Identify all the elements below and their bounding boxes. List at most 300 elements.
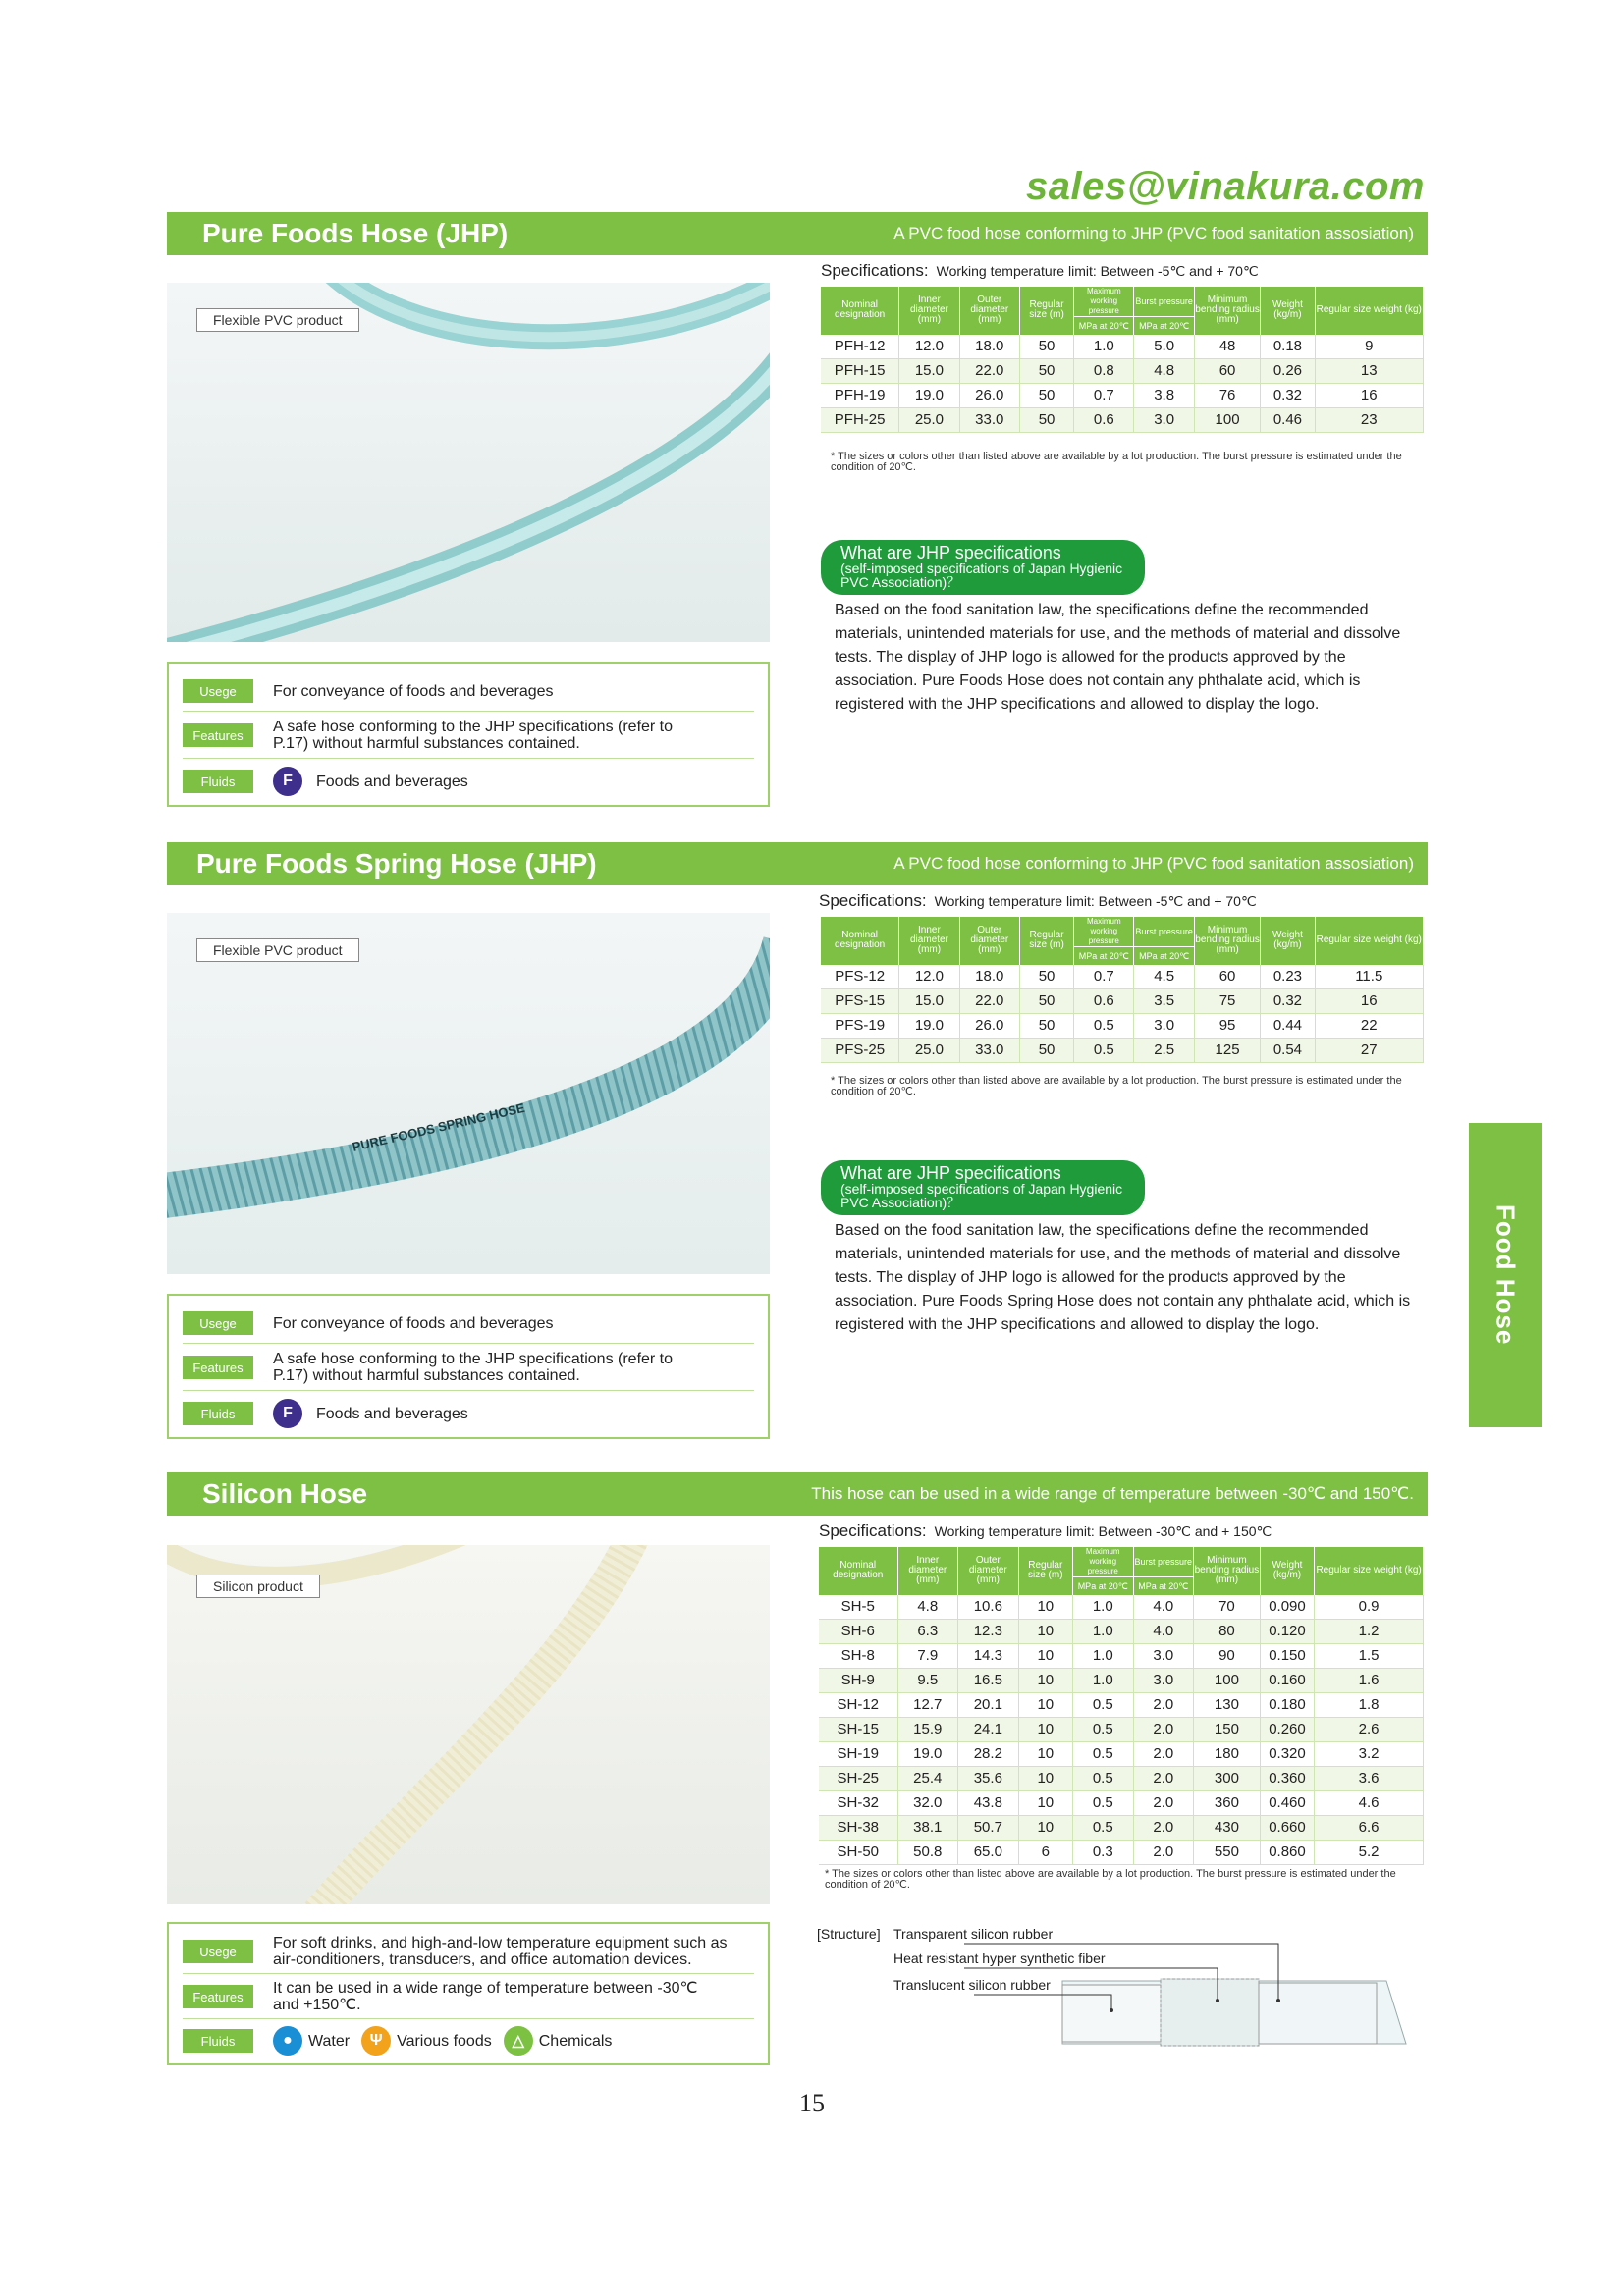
table-cell: 16 [1315, 383, 1423, 407]
col-max-working: Maximum working pressure [1072, 1547, 1133, 1577]
table-row [821, 965, 1424, 989]
table-cell: 0.26 [1261, 358, 1315, 383]
table-cell: 0.5 [1072, 1692, 1133, 1717]
table-cell: 9.5 [897, 1668, 958, 1692]
table-cell: 3.8 [1134, 383, 1194, 407]
table-cell: 9 [1315, 335, 1423, 359]
features-label: Features [183, 723, 253, 747]
table-cell: 50 [1019, 1013, 1073, 1038]
table-cell: 0.460 [1260, 1790, 1314, 1815]
section-pure-foods-spring-hose [167, 842, 1428, 1441]
table-cell: 2.0 [1133, 1840, 1194, 1864]
col-inner: Inner diameter (mm) [897, 1547, 958, 1595]
table-cell: 2.0 [1133, 1766, 1194, 1790]
table-cell: 48 [1194, 335, 1260, 359]
table-row [819, 1766, 1424, 1790]
jhp-title: What are JHP specifications [840, 1163, 1061, 1183]
col-regular: Regular size (m) [1018, 1547, 1072, 1595]
table-cell: 0.160 [1260, 1668, 1314, 1692]
table-cell: PFH-12 [821, 335, 899, 359]
table-cell: 3.0 [1134, 1013, 1194, 1038]
usage-text: For conveyance of foods and beverages [273, 1314, 554, 1332]
table-cell: 22.0 [959, 988, 1019, 1013]
table-cell: 43.8 [958, 1790, 1019, 1815]
table-row [821, 358, 1424, 383]
table-cell: 0.23 [1261, 965, 1315, 989]
table-cell: 19.0 [899, 383, 959, 407]
table-cell: 12.7 [897, 1692, 958, 1717]
table-cell: 3.0 [1134, 407, 1194, 432]
table-cell: 0.150 [1260, 1643, 1314, 1668]
table-cell: 16 [1315, 988, 1423, 1013]
hose-illustration [167, 283, 770, 642]
table-cell: 5.0 [1134, 335, 1194, 359]
table-cell: 70 [1194, 1595, 1261, 1620]
table-cell: 430 [1194, 1815, 1261, 1840]
contact-email[interactable]: sales@vinakura.com [1026, 165, 1425, 208]
product-photo [167, 283, 770, 642]
fluids-text: Foods and beverages [316, 1405, 468, 1422]
features-label: Features [183, 1985, 253, 2008]
table-cell: 33.0 [959, 407, 1019, 432]
table-cell: 2.5 [1134, 1038, 1194, 1062]
flask-icon: △ [504, 2026, 533, 2056]
table-cell: 27 [1315, 1038, 1423, 1062]
table-row [821, 1038, 1424, 1062]
table-cell: PFH-25 [821, 407, 899, 432]
table-cell: 1.0 [1072, 1668, 1133, 1692]
col-inner: Inner diameter (mm) [899, 917, 959, 965]
table-row [819, 1840, 1424, 1864]
col-nominal: Nominal designation [819, 1547, 897, 1595]
section-header-bar [167, 1472, 1428, 1516]
product-type-tag: Silicon product [196, 1575, 320, 1598]
table-cell: 0.120 [1260, 1619, 1314, 1643]
table-cell: 32.0 [897, 1790, 958, 1815]
table-cell: 60 [1194, 965, 1260, 989]
table-row [819, 1741, 1424, 1766]
spec-table [821, 917, 1424, 1063]
table-row [821, 988, 1424, 1013]
fluid-water: Water [308, 2032, 351, 2050]
table-cell: PFH-19 [821, 383, 899, 407]
usage-text: For soft drinks, and high-and-low temperature equipment such as air-conditioners, transducers, and office automation devices. [273, 1935, 728, 1968]
col-burst: Burst pressure [1133, 1547, 1194, 1577]
table-cell: 10 [1018, 1643, 1072, 1668]
table-cell: 130 [1194, 1692, 1261, 1717]
product-photo [167, 1545, 770, 1904]
table-cell: 4.8 [897, 1595, 958, 1620]
table-row [819, 1717, 1424, 1741]
table-row [819, 1619, 1424, 1643]
table-cell: SH-5 [819, 1595, 897, 1620]
section-title: Pure Foods Hose (JHP) [202, 218, 509, 248]
table-cell: 18.0 [959, 335, 1019, 359]
table-cell: SH-9 [819, 1668, 897, 1692]
table-cell: 19.0 [899, 1013, 959, 1038]
structure-layer-outer: Transparent silicon rubber [893, 1926, 1054, 1942]
usage-label: Usege [183, 1940, 253, 1963]
table-cell: 50 [1019, 965, 1073, 989]
table-cell: 0.860 [1260, 1840, 1314, 1864]
table-cell: 0.5 [1074, 1013, 1134, 1038]
table-cell: PFS-25 [821, 1038, 899, 1062]
table-cell: 100 [1194, 407, 1260, 432]
table-cell: 25.0 [899, 407, 959, 432]
features-text: A safe hose conforming to the JHP specifications (refer to P.17) without harmful substances contained. [273, 1351, 674, 1384]
table-cell: 2.0 [1133, 1717, 1194, 1741]
table-cell: 50 [1019, 407, 1073, 432]
table-cell: 3.0 [1133, 1668, 1194, 1692]
col-inner: Inner diameter (mm) [899, 287, 959, 335]
table-cell: 28.2 [958, 1741, 1019, 1766]
col-mpa-2: MPa at 20℃ [1133, 1577, 1194, 1595]
usage-row [183, 671, 754, 712]
table-cell: 0.660 [1260, 1815, 1314, 1840]
col-mpa-2: MPa at 20℃ [1134, 317, 1194, 335]
table-cell: 0.8 [1074, 358, 1134, 383]
usage-text: For conveyance of foods and beverages [273, 682, 554, 700]
col-mpa-1: MPa at 20℃ [1072, 1577, 1133, 1595]
table-cell: 0.44 [1261, 1013, 1315, 1038]
jhp-description: Based on the food sanitation law, the specifications define the recommended materials, unintended materials for use, and the methods of material and dissolve tests. The display of JHP logo is allowed for the products approved by the association. Pure Foods Hose does not contain any phthalate acid, which is registered with the JHP specifications and allowed to display the logo. [835, 602, 1401, 713]
table-cell: 3.5 [1134, 988, 1194, 1013]
table-cell: 125 [1194, 1038, 1260, 1062]
table-cell: 75 [1194, 988, 1260, 1013]
table-cell: 4.5 [1134, 965, 1194, 989]
features-text: A safe hose conforming to the JHP specifications (refer to P.17) without harmful substances contained. [273, 719, 674, 752]
table-cell: 38.1 [897, 1815, 958, 1840]
table-cell: 0.32 [1261, 383, 1315, 407]
section-title: Silicon Hose [202, 1478, 368, 1509]
table-cell: 24.1 [958, 1717, 1019, 1741]
hose-print-text: PURE FOODS SPRING HOSE [351, 1099, 526, 1154]
silicon-hose-illustration [167, 1545, 770, 1904]
table-cell: 22 [1315, 1013, 1423, 1038]
table-cell: 1.6 [1315, 1668, 1424, 1692]
structure-layer-fiber: Heat resistant hyper synthetic fiber [893, 1950, 1106, 1966]
table-cell: 0.32 [1261, 988, 1315, 1013]
table-cell: 15.9 [897, 1717, 958, 1741]
table-cell: 6 [1018, 1840, 1072, 1864]
table-cell: 95 [1194, 1013, 1260, 1038]
fluids-label: Fluids [183, 1402, 253, 1425]
table-cell: 0.360 [1260, 1766, 1314, 1790]
structure-layer-inner: Translucent silicon rubber [893, 1977, 1051, 1993]
fluids-row [183, 760, 754, 803]
table-cell: 0.18 [1261, 335, 1315, 359]
table-cell: 90 [1194, 1643, 1261, 1668]
info-box [167, 662, 770, 807]
page-number: 15 [799, 2089, 825, 2117]
table-row [819, 1790, 1424, 1815]
section-header-bar [167, 212, 1428, 255]
fluid-chemicals: Chemicals [538, 2032, 613, 2050]
table-cell: 11.5 [1315, 965, 1423, 989]
table-cell: 300 [1194, 1766, 1261, 1790]
table-cell: 10 [1018, 1717, 1072, 1741]
table-cell: 0.54 [1261, 1038, 1315, 1062]
table-note: * The sizes or colors other than listed above are available by a lot production. The burst pressure is estimated under the condition of 20℃. [825, 1868, 1396, 1891]
table-cell: 10 [1018, 1766, 1072, 1790]
table-cell: 23 [1315, 407, 1423, 432]
table-cell: 3.6 [1315, 1766, 1424, 1790]
table-cell: SH-50 [819, 1840, 897, 1864]
table-cell: 20.1 [958, 1692, 1019, 1717]
table-cell: 12.0 [899, 965, 959, 989]
table-cell: 0.9 [1315, 1595, 1424, 1620]
table-cell: 2.0 [1133, 1692, 1194, 1717]
usage-label: Usege [183, 679, 253, 703]
col-mpa-1: MPa at 20℃ [1074, 317, 1134, 335]
table-cell: 1.0 [1072, 1619, 1133, 1643]
table-cell: 50.8 [897, 1840, 958, 1864]
table-note: * The sizes or colors other than listed above are available by a lot production. The burst pressure is estimated under the condition of 20℃. [831, 1075, 1402, 1097]
table-cell: 0.180 [1260, 1692, 1314, 1717]
table-cell: 180 [1194, 1741, 1261, 1766]
col-max-working: Maximum working pressure [1074, 287, 1134, 317]
table-cell: 360 [1194, 1790, 1261, 1815]
table-cell: 0.5 [1072, 1815, 1133, 1840]
col-reg-weight: Regular size weight (kg) [1315, 287, 1423, 335]
water-drop-icon: ● [273, 2026, 302, 2056]
table-cell: 50 [1019, 1038, 1073, 1062]
col-mpa-2: MPa at 20℃ [1134, 947, 1194, 965]
col-regular: Regular size (m) [1019, 917, 1073, 965]
col-regular: Regular size (m) [1019, 287, 1073, 335]
jhp-title: What are JHP specifications [840, 543, 1061, 562]
table-cell: 1.0 [1072, 1643, 1133, 1668]
features-row [183, 1345, 754, 1391]
table-cell: 50 [1019, 988, 1073, 1013]
info-box [167, 1922, 770, 2065]
col-reg-weight: Regular size weight (kg) [1315, 1547, 1424, 1595]
table-cell: 12.0 [899, 335, 959, 359]
table-cell: 2.0 [1133, 1790, 1194, 1815]
section-subtitle: This hose can be used in a wide range of temperature between -30℃ and 150℃. [811, 1484, 1414, 1503]
col-outer: Outer diameter (mm) [958, 1547, 1019, 1595]
table-cell: 6.3 [897, 1619, 958, 1643]
table-row [821, 1013, 1424, 1038]
table-cell: 0.090 [1260, 1595, 1314, 1620]
table-cell: 13 [1315, 358, 1423, 383]
table-cell: 25.4 [897, 1766, 958, 1790]
table-cell: 50 [1019, 358, 1073, 383]
table-row [819, 1643, 1424, 1668]
temp-limit: Working temperature limit: Between -30℃ and + 150℃ [934, 1523, 1272, 1539]
table-cell: PFH-15 [821, 358, 899, 383]
table-row [821, 407, 1424, 432]
spec-table [821, 287, 1424, 433]
table-cell: 7.9 [897, 1643, 958, 1668]
fluids-text: Foods and beverages [316, 773, 468, 790]
table-cell: 14.3 [958, 1643, 1019, 1668]
table-cell: 65.0 [958, 1840, 1019, 1864]
table-cell: 1.2 [1315, 1619, 1424, 1643]
table-cell: 18.0 [959, 965, 1019, 989]
features-row [183, 713, 754, 759]
jhp-subtitle: (self-imposed specifications of Japan Hygienic PVC Association)？ [840, 1181, 1123, 1210]
table-cell: 33.0 [959, 1038, 1019, 1062]
table-cell: 26.0 [959, 1013, 1019, 1038]
fluid-foods: Various foods [397, 2032, 492, 2050]
structure-diagram [817, 1922, 1426, 2059]
fluids-row [183, 1392, 754, 1435]
table-row [819, 1668, 1424, 1692]
table-cell: 15.0 [899, 988, 959, 1013]
jhp-pill [821, 540, 1145, 595]
product-photo [167, 913, 770, 1274]
table-cell: 35.6 [958, 1766, 1019, 1790]
table-cell: 6.6 [1315, 1815, 1424, 1840]
table-cell: SH-8 [819, 1643, 897, 1668]
table-cell: 12.3 [958, 1619, 1019, 1643]
table-cell: SH-6 [819, 1619, 897, 1643]
fluids-label: Fluids [183, 770, 253, 793]
table-cell: 0.5 [1074, 1038, 1134, 1062]
table-cell: 0.6 [1074, 407, 1134, 432]
table-cell: 4.0 [1133, 1619, 1194, 1643]
specs-heading: Specifications: Working temperature limit: Between -30℃ and + 150℃ [819, 1522, 1272, 1540]
temp-limit: Working temperature limit: Between -5℃ and + 70℃ [934, 893, 1257, 909]
table-cell: 0.5 [1072, 1766, 1133, 1790]
table-row [819, 1595, 1424, 1620]
table-cell: 10.6 [958, 1595, 1019, 1620]
side-tab-label: Food Hose [1490, 1204, 1521, 1346]
col-bending: Minimum bending radius (mm) [1194, 917, 1260, 965]
col-burst: Burst pressure [1134, 917, 1194, 947]
table-cell: 10 [1018, 1619, 1072, 1643]
col-outer: Outer diameter (mm) [959, 917, 1019, 965]
table-cell: 2.6 [1315, 1717, 1424, 1741]
col-bending: Minimum bending radius (mm) [1194, 287, 1260, 335]
jhp-description: Based on the food sanitation law, the specifications define the recommended materials, unintended materials for use, and the methods of material and dissolve tests. The display of JHP logo is allowed for the products approved by the association. Pure Foods Spring Hose does not contain any phthalate acid, which is registered with the JHP specifications and allowed to display the logo. [835, 1222, 1411, 1333]
table-cell: SH-38 [819, 1815, 897, 1840]
table-cell: PFS-19 [821, 1013, 899, 1038]
table-cell: 1.0 [1072, 1595, 1133, 1620]
section-pure-foods-hose [167, 212, 1428, 811]
col-max-working: Maximum working pressure [1074, 917, 1134, 947]
table-cell: 0.5 [1072, 1790, 1133, 1815]
col-reg-weight: Regular size weight (kg) [1315, 917, 1423, 965]
table-cell: SH-15 [819, 1717, 897, 1741]
features-row [183, 1975, 754, 2019]
table-cell: 19.0 [897, 1741, 958, 1766]
col-weight: Weight (kg/m) [1261, 917, 1315, 965]
food-icon: F [273, 1399, 302, 1428]
jhp-pill [821, 1160, 1145, 1215]
features-text: It can be used in a wide range of temperature between -30℃ and +150℃. [273, 1980, 698, 2013]
section-subtitle: A PVC food hose conforming to JHP (PVC food sanitation assosiation) [893, 854, 1414, 873]
side-category-tab[interactable] [1469, 1123, 1542, 1427]
jhp-subtitle: (self-imposed specifications of Japan Hygienic PVC Association)？ [840, 561, 1123, 590]
table-cell: 22.0 [959, 358, 1019, 383]
section-title: Pure Foods Spring Hose (JHP) [196, 848, 597, 879]
col-bending: Minimum bending radius (mm) [1194, 1547, 1261, 1595]
spring-hose-illustration [167, 913, 770, 1274]
table-cell: 550 [1194, 1840, 1261, 1864]
structure-label: [Structure] [817, 1926, 881, 1942]
table-cell: 26.0 [959, 383, 1019, 407]
fork-spoon-icon: Ψ [361, 2026, 391, 2056]
table-row [821, 335, 1424, 359]
table-cell: 10 [1018, 1668, 1072, 1692]
table-cell: 3.0 [1133, 1643, 1194, 1668]
table-cell: 76 [1194, 383, 1260, 407]
table-cell: 4.6 [1315, 1790, 1424, 1815]
table-cell: 1.8 [1315, 1692, 1424, 1717]
fluids-row [183, 2020, 754, 2061]
table-note: * The sizes or colors other than listed above are available by a lot production. The burst pressure is estimated under the condition of 20℃. [831, 451, 1402, 473]
table-cell: 50 [1019, 383, 1073, 407]
table-cell: SH-12 [819, 1692, 897, 1717]
specs-heading: Specifications: Working temperature limit: Between -5℃ and + 70℃ [819, 891, 1257, 910]
table-cell: PFS-15 [821, 988, 899, 1013]
table-cell: 80 [1194, 1619, 1261, 1643]
col-outer: Outer diameter (mm) [959, 287, 1019, 335]
col-weight: Weight (kg/m) [1260, 1547, 1314, 1595]
table-cell: 10 [1018, 1692, 1072, 1717]
table-cell: 60 [1194, 358, 1260, 383]
specs-heading: Specifications: Working temperature limit: Between -5℃ and + 70℃ [821, 261, 1259, 280]
table-cell: 10 [1018, 1815, 1072, 1840]
fluids-label: Fluids [183, 2029, 253, 2053]
table-row [821, 383, 1424, 407]
table-cell: 10 [1018, 1741, 1072, 1766]
table-row [819, 1692, 1424, 1717]
table-cell: 15.0 [899, 358, 959, 383]
table-cell: SH-19 [819, 1741, 897, 1766]
section-subtitle: A PVC food hose conforming to JHP (PVC food sanitation assosiation) [893, 224, 1414, 242]
col-nominal: Nominal designation [821, 917, 899, 965]
table-cell: 50 [1019, 335, 1073, 359]
table-cell: 5.2 [1315, 1840, 1424, 1864]
table-cell: 0.5 [1072, 1741, 1133, 1766]
col-weight: Weight (kg/m) [1261, 287, 1315, 335]
table-cell: 1.5 [1315, 1643, 1424, 1668]
table-cell: 0.3 [1072, 1840, 1133, 1864]
section-header-bar [167, 842, 1428, 885]
product-type-tag: Flexible PVC product [196, 938, 359, 962]
usage-label: Usege [183, 1311, 253, 1335]
table-cell: 2.0 [1133, 1741, 1194, 1766]
table-cell: 25.0 [899, 1038, 959, 1062]
table-cell: 0.320 [1260, 1741, 1314, 1766]
table-cell: 1.0 [1074, 335, 1134, 359]
table-cell: 0.6 [1074, 988, 1134, 1013]
table-cell: 4.8 [1134, 358, 1194, 383]
table-cell: 0.260 [1260, 1717, 1314, 1741]
table-cell: 0.46 [1261, 407, 1315, 432]
table-cell: 2.0 [1133, 1815, 1194, 1840]
table-row [819, 1815, 1424, 1840]
table-cell: PFS-12 [821, 965, 899, 989]
table-cell: 150 [1194, 1717, 1261, 1741]
table-cell: 0.5 [1072, 1717, 1133, 1741]
table-cell: 4.0 [1133, 1595, 1194, 1620]
features-label: Features [183, 1356, 253, 1379]
usage-row [183, 1930, 754, 1974]
info-box [167, 1294, 770, 1439]
table-cell: SH-25 [819, 1766, 897, 1790]
table-cell: SH-32 [819, 1790, 897, 1815]
table-cell: 0.7 [1074, 965, 1134, 989]
table-cell: 50.7 [958, 1815, 1019, 1840]
table-cell: 0.7 [1074, 383, 1134, 407]
table-cell: 10 [1018, 1595, 1072, 1620]
usage-row [183, 1304, 754, 1344]
col-nominal: Nominal designation [821, 287, 899, 335]
